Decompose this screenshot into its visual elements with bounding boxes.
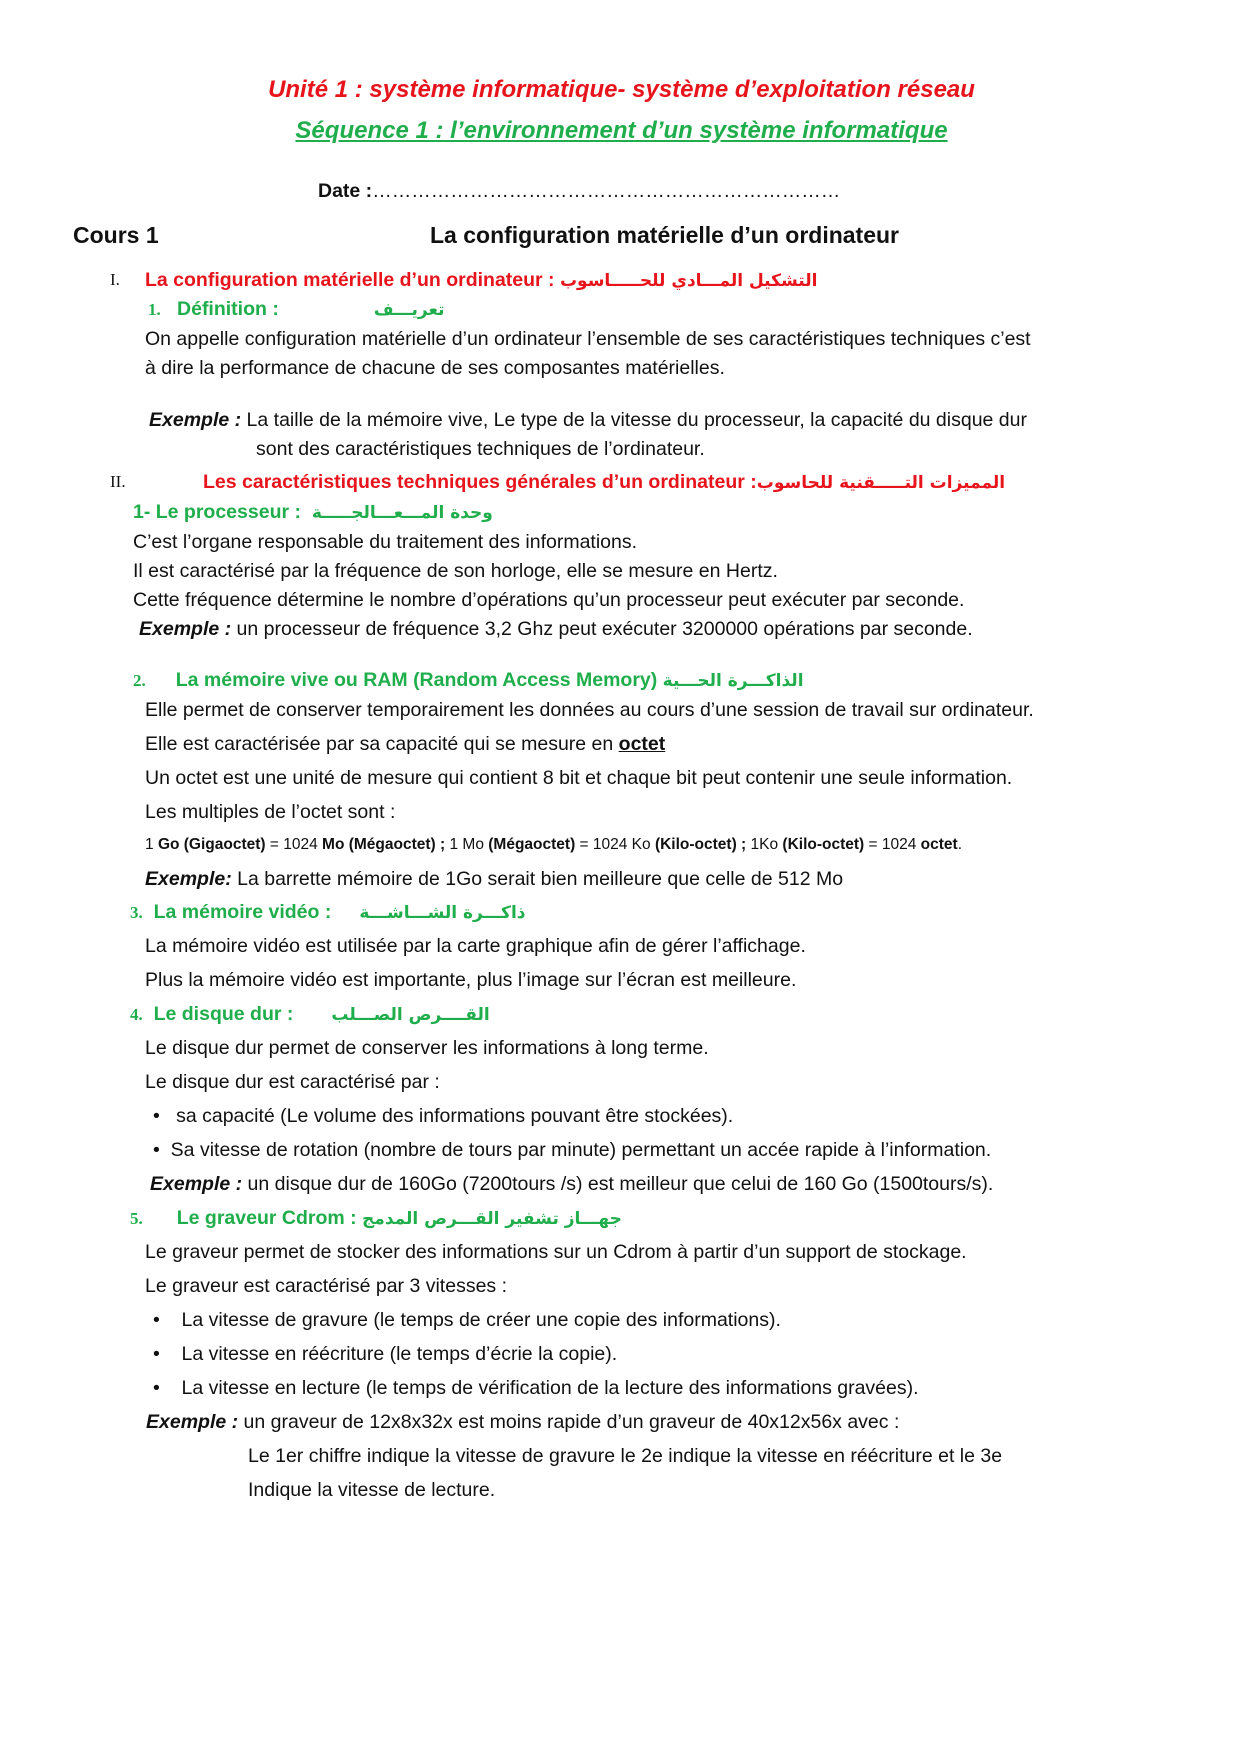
course-title: La configuration matérielle d’un ordinateur <box>430 222 899 248</box>
bullet-item: • La vitesse en lecture (le temps de vérification de la lecture des informations gravées). <box>153 1377 919 1399</box>
heading-arabic: وحدة المـــعـــالجـــــة <box>311 503 493 523</box>
definition-heading <box>148 297 444 322</box>
t: = 1024 <box>265 836 323 853</box>
bullet-text: sa capacité (Le volume des informations pouvant être stockées). <box>176 1105 734 1127</box>
date-dots: ……………………………………………………………… <box>372 180 841 202</box>
date-label: Date : <box>318 180 373 202</box>
paragraph: Il est caractérisé par la fréquence de son horloge, elle se mesure en Hertz. <box>133 560 778 582</box>
units-line <box>145 833 962 857</box>
bullet-text: Sa vitesse de rotation (nombre de tours par minute) permettant un accée rapide à l’information. <box>170 1139 992 1161</box>
bullet-item: • sa capacité (Le volume des informations pouvant être stockées). <box>153 1105 734 1127</box>
example-label: Exemple : <box>150 1173 243 1195</box>
paragraph: Elle permet de conserver temporairement les données au cours d’une session de travail sur ordinateur. <box>145 699 1034 721</box>
heading-arabic: ذاكـــرة الشـــاشـــة <box>359 903 526 923</box>
num: 5. <box>130 1209 143 1228</box>
octet-term: octet <box>618 733 666 755</box>
num: 1. <box>148 300 161 319</box>
t: (Mégaoctet) <box>488 836 576 853</box>
paragraph: Les multiples de l’octet sont : <box>145 801 396 823</box>
heading-arabic: جهـــاز تشفير القـــرص المدمج <box>362 1209 622 1229</box>
example-label: Exemple : <box>149 409 242 431</box>
ram-heading <box>133 668 804 693</box>
text: Elle est caractérisée par sa capacité qui se mesure en <box>145 733 619 755</box>
paragraph: On appelle configuration matérielle d’un ordinateur l’ensemble de ses caractéristiques techniques c’est <box>145 328 1031 350</box>
bullet-item: • La vitesse de gravure (le temps de créer une copie des informations). <box>153 1309 781 1331</box>
section-number: II. <box>110 472 126 491</box>
t: octet <box>920 836 958 853</box>
heading-text: Définition : <box>177 298 279 320</box>
sequence-title: Séquence 1 : l’environnement d’un système informatique <box>295 117 948 144</box>
section-1-heading <box>145 268 817 293</box>
t: Mo (Mégaoctet) ; <box>322 836 446 853</box>
t: . <box>957 836 963 853</box>
paragraph: Le disque dur est caractérisé par : <box>145 1071 440 1093</box>
num: 4. <box>130 1005 143 1024</box>
t: 1 <box>145 836 158 853</box>
bullet-text: La vitesse de gravure (le temps de créer une copie des informations). <box>181 1309 781 1331</box>
example-text: un graveur de 12x8x32x est moins rapide d’un graveur de 40x12x56x avec : <box>238 1411 900 1433</box>
heading-arabic: المميزات التـــــقنية للحاسوب <box>756 473 1006 493</box>
num: 2. <box>133 671 146 690</box>
heading-text: La configuration matérielle d’un ordinateur : <box>145 269 555 291</box>
t: = 1024 <box>864 836 921 853</box>
example-label: Exemple: <box>145 868 232 890</box>
section-number: I. <box>110 270 120 289</box>
paragraph: Le graveur est caractérisé par 3 vitesses : <box>145 1275 507 1297</box>
bullet-text: La vitesse en réécriture (le temps d’écrie la copie). <box>181 1343 618 1365</box>
example <box>149 408 1027 432</box>
example-text: La barrette mémoire de 1Go serait bien meilleure que celle de 512 Mo <box>231 868 844 890</box>
heading-text: 1- Le processeur : <box>133 501 301 523</box>
heading-text: Le graveur Cdrom : <box>176 1207 357 1229</box>
paragraph: Indique la vitesse de lecture. <box>248 1479 496 1501</box>
example <box>150 1172 993 1196</box>
example-text: La taille de la mémoire vive, Le type de la vitesse du processeur, la capacité du disque dur <box>241 409 1027 431</box>
example-label: Exemple : <box>139 618 232 640</box>
example-text: sont des caractéristiques techniques de l’ordinateur. <box>256 438 705 460</box>
heading-text: Le disque dur : <box>153 1003 294 1025</box>
example-label: Exemple : <box>146 1411 239 1433</box>
video-heading <box>130 900 526 925</box>
cpu-heading <box>133 500 493 525</box>
bullet-text: La vitesse en lecture (le temps de vérification de la lecture des informations gravées). <box>181 1377 919 1399</box>
course-label: Cours 1 <box>73 222 159 248</box>
paragraph: à dire la performance de chacune de ses composantes matérielles. <box>145 357 725 379</box>
heading-text: La mémoire vive ou RAM (Random Access Memory) <box>175 669 658 691</box>
unit-title: Unité 1 : système informatique- système d’exploitation réseau <box>268 76 975 103</box>
burner-heading <box>130 1206 622 1231</box>
heading-arabic: التشكيل المـــادي للحـــــاسوب <box>559 271 818 291</box>
example <box>145 867 843 891</box>
t: 1 Mo <box>445 836 489 853</box>
section-2-heading <box>203 470 1005 495</box>
heading-text: Les caractéristiques techniques générales d’un ordinateur : <box>203 471 757 493</box>
example-text: un processeur de fréquence 3,2 Ghz peut exécuter 3200000 opérations par seconde. <box>231 618 973 640</box>
heading-text: La mémoire vidéo : <box>153 901 332 923</box>
example-text: un disque dur de 160Go (7200tours /s) est meilleur que celui de 160 Go (1500tours/s). <box>242 1173 994 1195</box>
paragraph: C’est l’organe responsable du traitement des informations. <box>133 531 638 553</box>
t: Go (Gigaoctet) <box>157 836 266 853</box>
date-line <box>318 179 840 203</box>
bullet-item: • La vitesse en réécriture (le temps d’écrie la copie). <box>153 1343 618 1365</box>
heading-arabic: القــــرص الصـــلب <box>331 1005 490 1025</box>
paragraph: Le graveur permet de stocker des informations sur un Cdrom à partir d’un support de stockage. <box>145 1241 967 1263</box>
t: = 1024 Ko <box>575 836 655 853</box>
heading-arabic: تعريـــف <box>373 300 445 320</box>
t: (Kilo-octet) ; <box>654 836 747 853</box>
t: 1Ko <box>746 836 783 853</box>
paragraph: Le 1er chiffre indique la vitesse de gravure le 2e indique la vitesse en réécriture et le 3e <box>248 1445 1003 1467</box>
paragraph: Le disque dur permet de conserver les informations à long terme. <box>145 1037 709 1059</box>
paragraph: La mémoire vidéo est utilisée par la carte graphique afin de gérer l’affichage. <box>145 935 806 957</box>
bullet-item: • Sa vitesse de rotation (nombre de tours par minute) permettant un accée rapide à l’information. <box>153 1139 992 1161</box>
example <box>146 1410 899 1434</box>
paragraph: Un octet est une unité de mesure qui contient 8 bit et chaque bit peut contenir une seule information. <box>145 767 1013 789</box>
heading-arabic: الذاكـــرة الحـــية <box>662 671 804 691</box>
disk-heading <box>130 1002 490 1027</box>
paragraph: Cette fréquence détermine le nombre d’opérations qu’un processeur peut exécuter par seconde. <box>133 589 965 611</box>
t: (Kilo-octet) <box>782 836 865 853</box>
example <box>139 617 973 641</box>
paragraph: Plus la mémoire vidéo est importante, plus l’image sur l’écran est meilleure. <box>145 969 797 991</box>
num: 3. <box>130 903 143 922</box>
paragraph <box>145 732 665 756</box>
